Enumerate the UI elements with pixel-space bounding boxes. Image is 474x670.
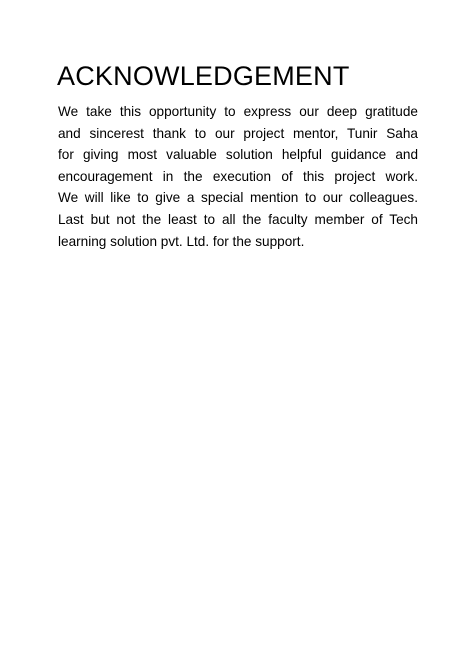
paragraph-line: We take this opportunity to express our deep gratitude — [58, 104, 418, 119]
paragraph-line: Last but not the least to all the faculty member of Tech — [58, 211, 418, 227]
paragraph-line: learning solution pvt. Ltd. for the support. — [58, 233, 305, 249]
paragraph-line: encouragement in the execution of this project work. — [58, 168, 418, 184]
paragraph-line: for giving most valuable solution helpful guidance and — [58, 147, 418, 163]
paragraph-line: We will like to give a special mention to our colleagues. — [58, 190, 418, 206]
acknowledgement-paragraph — [58, 101, 418, 252]
paragraph-line: and sincerest thank to our project mentor, Tunir Saha — [58, 125, 418, 141]
page-title: ACKNOWLEDGEMENT — [57, 61, 350, 91]
